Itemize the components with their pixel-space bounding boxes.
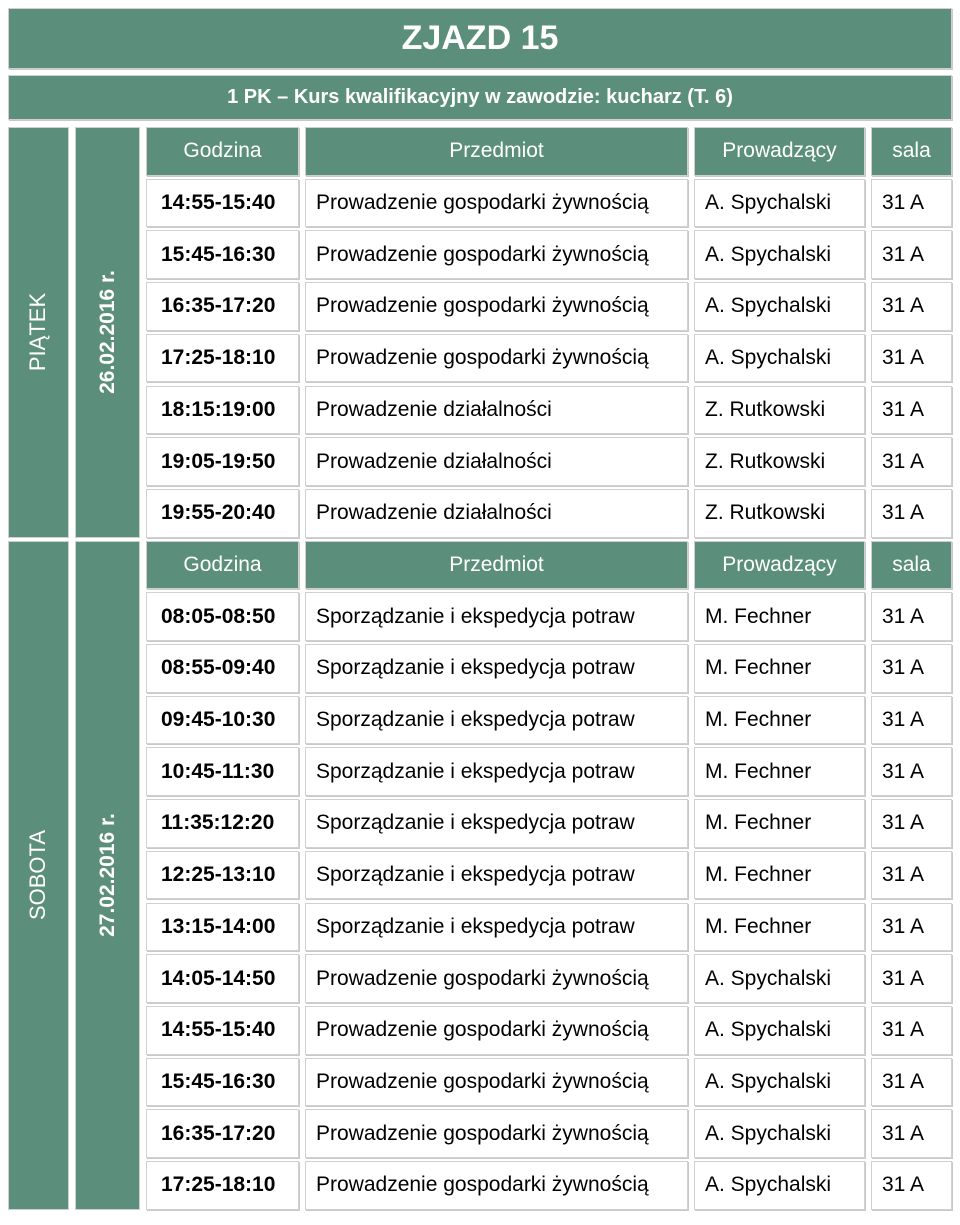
teacher-cell: M. Fechner [694, 799, 865, 848]
time-cell: 17:25-18:10 [146, 334, 299, 383]
subject-cell: Sporządzanie i ekspedycja potraw [305, 696, 688, 745]
time-cell: 16:35-17:20 [146, 1109, 299, 1158]
room-cell: 31 A [871, 437, 952, 486]
subject-cell: Prowadzenie gospodarki żywnością [305, 1058, 688, 1107]
subject-cell: Prowadzenie gospodarki żywnością [305, 230, 688, 279]
header-sala: sala [871, 541, 952, 590]
header-godzina: Godzina [146, 127, 299, 176]
teacher-cell: M. Fechner [694, 747, 865, 796]
subject-cell: Prowadzenie gospodarki żywnością [305, 1109, 688, 1158]
time-cell: 08:05-08:50 [146, 592, 299, 641]
subject-cell: Prowadzenie gospodarki żywnością [305, 179, 688, 228]
time-cell: 09:45-10:30 [146, 696, 299, 745]
subject-cell: Sporządzanie i ekspedycja potraw [305, 851, 688, 900]
time-cell: 14:55-15:40 [146, 1006, 299, 1055]
time-cell: 17:25-18:10 [146, 1161, 299, 1210]
room-cell: 31 A [871, 747, 952, 796]
room-cell: 31 A [871, 1006, 952, 1055]
time-cell: 13:15-14:00 [146, 903, 299, 952]
subject-cell: Prowadzenie działalności [305, 437, 688, 486]
time-cell: 19:05-19:50 [146, 437, 299, 486]
course-subtitle: 1 PK – Kurs kwalifikacyjny w zawodzie: kucharz (T. 6) [8, 75, 952, 120]
teacher-cell: A. Spychalski [694, 1161, 865, 1210]
teacher-cell: M. Fechner [694, 644, 865, 693]
teacher-cell: A. Spychalski [694, 1109, 865, 1158]
subject-cell: Sporządzanie i ekspedycja potraw [305, 903, 688, 952]
room-cell: 31 A [871, 696, 952, 745]
time-cell: 18:15:19:00 [146, 386, 299, 435]
teacher-cell: A. Spychalski [694, 954, 865, 1003]
room-cell: 31 A [871, 489, 952, 538]
teacher-cell: A. Spychalski [694, 1058, 865, 1107]
subject-cell: Prowadzenie gospodarki żywnością [305, 954, 688, 1003]
time-cell: 14:05-14:50 [146, 954, 299, 1003]
teacher-cell: Z. Rutkowski [694, 386, 865, 435]
date-label-friday-label: 26.02.2016 r. [95, 270, 119, 395]
subject-cell: Prowadzenie gospodarki żywnością [305, 1161, 688, 1210]
teacher-cell: Z. Rutkowski [694, 489, 865, 538]
header-prowadzacy: Prowadzący [694, 127, 865, 176]
day-label-saturday-label: SOBOTA [25, 830, 51, 921]
time-cell: 11:35:12:20 [146, 799, 299, 848]
teacher-cell: A. Spychalski [694, 179, 865, 228]
time-cell: 10:45-11:30 [146, 747, 299, 796]
date-label-friday [75, 127, 140, 538]
subject-cell: Prowadzenie gospodarki żywnością [305, 1006, 688, 1055]
teacher-cell: M. Fechner [694, 696, 865, 745]
teacher-cell: M. Fechner [694, 592, 865, 641]
header-przedmiot: Przedmiot [305, 541, 688, 590]
subject-cell: Prowadzenie działalności [305, 489, 688, 538]
room-cell: 31 A [871, 334, 952, 383]
teacher-cell: A. Spychalski [694, 282, 865, 331]
room-cell: 31 A [871, 644, 952, 693]
teacher-cell: Z. Rutkowski [694, 437, 865, 486]
room-cell: 31 A [871, 903, 952, 952]
time-cell: 15:45-16:30 [146, 230, 299, 279]
teacher-cell: A. Spychalski [694, 1006, 865, 1055]
time-cell: 08:55-09:40 [146, 644, 299, 693]
header-prowadzacy: Prowadzący [694, 541, 865, 590]
subject-cell: Sporządzanie i ekspedycja potraw [305, 747, 688, 796]
page-title: ZJAZD 15 [8, 8, 952, 69]
subject-cell: Sporządzanie i ekspedycja potraw [305, 644, 688, 693]
room-cell: 31 A [871, 1161, 952, 1210]
time-cell: 12:25-13:10 [146, 851, 299, 900]
subject-cell: Sporządzanie i ekspedycja potraw [305, 799, 688, 848]
teacher-cell: M. Fechner [694, 851, 865, 900]
header-przedmiot: Przedmiot [305, 127, 688, 176]
day-label-saturday [8, 541, 69, 1210]
subject-cell: Prowadzenie gospodarki żywnością [305, 282, 688, 331]
room-cell: 31 A [871, 386, 952, 435]
room-cell: 31 A [871, 592, 952, 641]
subject-cell: Prowadzenie działalności [305, 386, 688, 435]
time-cell: 16:35-17:20 [146, 282, 299, 331]
room-cell: 31 A [871, 851, 952, 900]
room-cell: 31 A [871, 1109, 952, 1158]
room-cell: 31 A [871, 282, 952, 331]
subject-cell: Sporządzanie i ekspedycja potraw [305, 592, 688, 641]
room-cell: 31 A [871, 1058, 952, 1107]
room-cell: 31 A [871, 179, 952, 228]
teacher-cell: A. Spychalski [694, 230, 865, 279]
header-godzina: Godzina [146, 541, 299, 590]
room-cell: 31 A [871, 954, 952, 1003]
room-cell: 31 A [871, 799, 952, 848]
teacher-cell: M. Fechner [694, 903, 865, 952]
day-label-friday-label: PIĄTEK [25, 293, 51, 372]
room-cell: 31 A [871, 230, 952, 279]
date-label-saturday [75, 541, 140, 1210]
teacher-cell: A. Spychalski [694, 334, 865, 383]
date-label-saturday-label: 27.02.2016 r. [95, 813, 119, 938]
time-cell: 14:55-15:40 [146, 179, 299, 228]
header-sala: sala [871, 127, 952, 176]
time-cell: 15:45-16:30 [146, 1058, 299, 1107]
day-label-friday [8, 127, 69, 538]
time-cell: 19:55-20:40 [146, 489, 299, 538]
subject-cell: Prowadzenie gospodarki żywnością [305, 334, 688, 383]
